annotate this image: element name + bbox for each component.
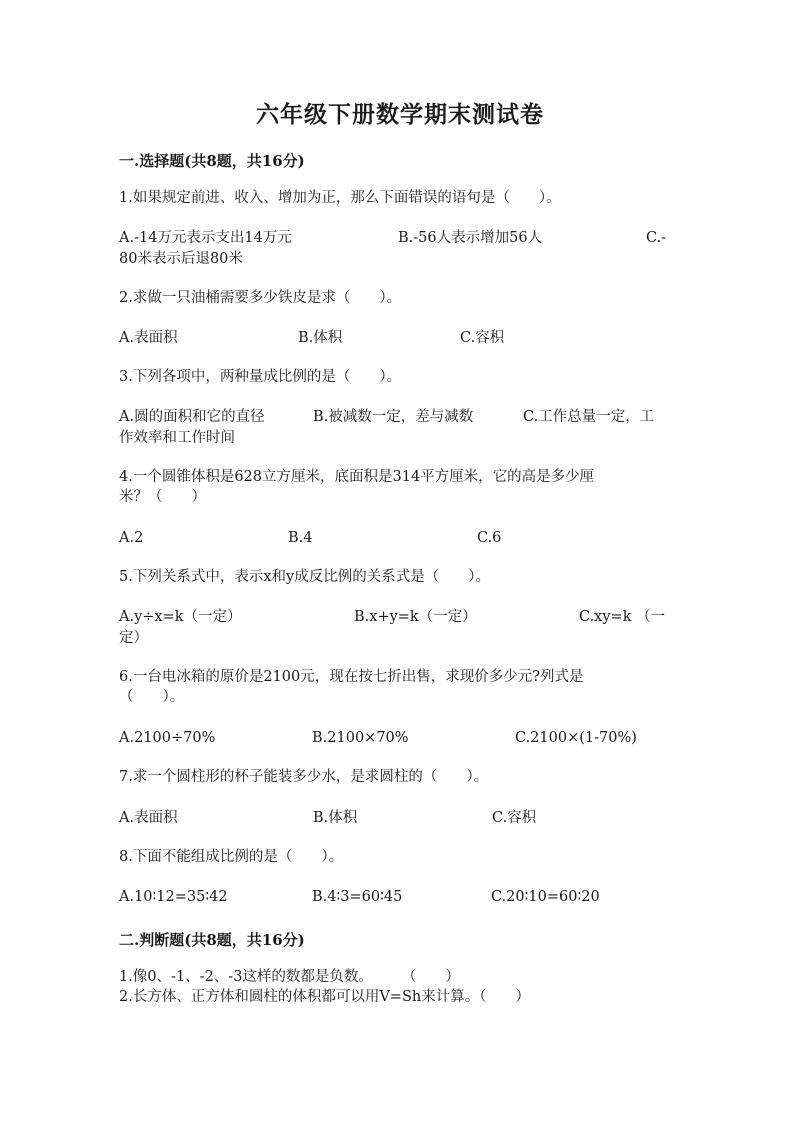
question-8-option-b: B.4∶3=60∶45	[312, 889, 403, 905]
question-8-option-a: A.10∶12=35∶42	[119, 889, 228, 905]
question-4-option-b: B.4	[288, 530, 313, 546]
question-4-option-c: C.6	[477, 530, 502, 546]
judgement-2: 2.长方体、正方体和圆柱的体积都可以用V=Sh来计算。（ ）	[119, 989, 530, 1005]
question-8-stem: 8.下面不能组成比例的是（ ）。	[119, 849, 344, 865]
question-3-option-b: B.被减数一定，差与减数	[313, 409, 474, 425]
question-8-option-c: C.20∶10=60∶20	[491, 889, 600, 905]
question-1-stem: 1.如果规定前进、收入、增加为正，那么下面错误的语句是（ ）。	[119, 190, 561, 206]
question-7-option-c: C.容积	[492, 810, 537, 826]
question-5-option-a: A.y÷x=k（一定）	[119, 609, 242, 625]
question-6-option-c: C.2100×(1-70%)	[515, 730, 637, 746]
question-6-option-b: B.2100×70%	[312, 730, 409, 746]
question-1-option-c: C.-	[646, 230, 667, 246]
page-title: 六年级下册数学期末测试卷	[256, 101, 544, 128]
question-3-option-a: A.圆的面积和它的直径	[119, 409, 265, 425]
question-7-stem: 7.求一个圆柱形的杯子能装多少水，是求圆柱的（ ）。	[119, 769, 489, 785]
question-4-option-a: A.2	[119, 530, 144, 546]
question-7-option-a: A.表面积	[119, 810, 178, 826]
section-choice-heading: 一.选择题(共8题，共16分)	[119, 152, 305, 170]
question-2-stem: 2.求做一只油桶需要多少铁皮是求（ ）。	[119, 290, 402, 306]
question-1-option-b: B.-56人表示增加56人	[398, 230, 543, 246]
question-2-option-b: B.体积	[298, 330, 343, 346]
question-2-option-a: A.表面积	[119, 330, 178, 346]
question-3-stem: 3.下列各项中，两种量成比例的是（ ）。	[119, 369, 402, 385]
question-1-option-a: A.-14万元表示支出14万元	[119, 230, 292, 246]
question-5-option-b: B.x+y=k（一定）	[354, 609, 477, 625]
question-6-stem: 6.一台电冰箱的原价是2100元，现在按七折出售，求现价多少元?列式是	[119, 669, 584, 685]
question-6-option-a: A.2100÷70%	[119, 730, 216, 746]
question-5-option-continuation: 定）	[119, 630, 148, 646]
question-5-option-c: C.xy=k （一	[579, 609, 666, 625]
judgement-1: 1.像0、-1、-2、-3这样的数都是负数。 （ ）	[119, 969, 460, 985]
question-1-option-continuation: 80米表示后退80米	[119, 251, 243, 267]
question-3-option-c: C.工作总量一定，工	[523, 409, 655, 425]
question-5-stem: 5.下列关系式中，表示x和y成反比例的关系式是（ ）。	[119, 569, 490, 585]
question-7-option-b: B.体积	[313, 810, 358, 826]
question-3-option-continuation: 作效率和工作时间	[119, 430, 235, 446]
question-2-option-c: C.容积	[460, 330, 505, 346]
question-6-stem-continuation: （ ）。	[119, 689, 185, 705]
question-4-stem-continuation: 米？（ ）	[119, 489, 206, 505]
section-judge-heading: 二.判断题(共8题，共16分)	[119, 931, 305, 949]
question-4-stem: 4.一个圆锥体积是628立方厘米，底面积是314平方厘米，它的高是多少厘	[119, 469, 595, 485]
